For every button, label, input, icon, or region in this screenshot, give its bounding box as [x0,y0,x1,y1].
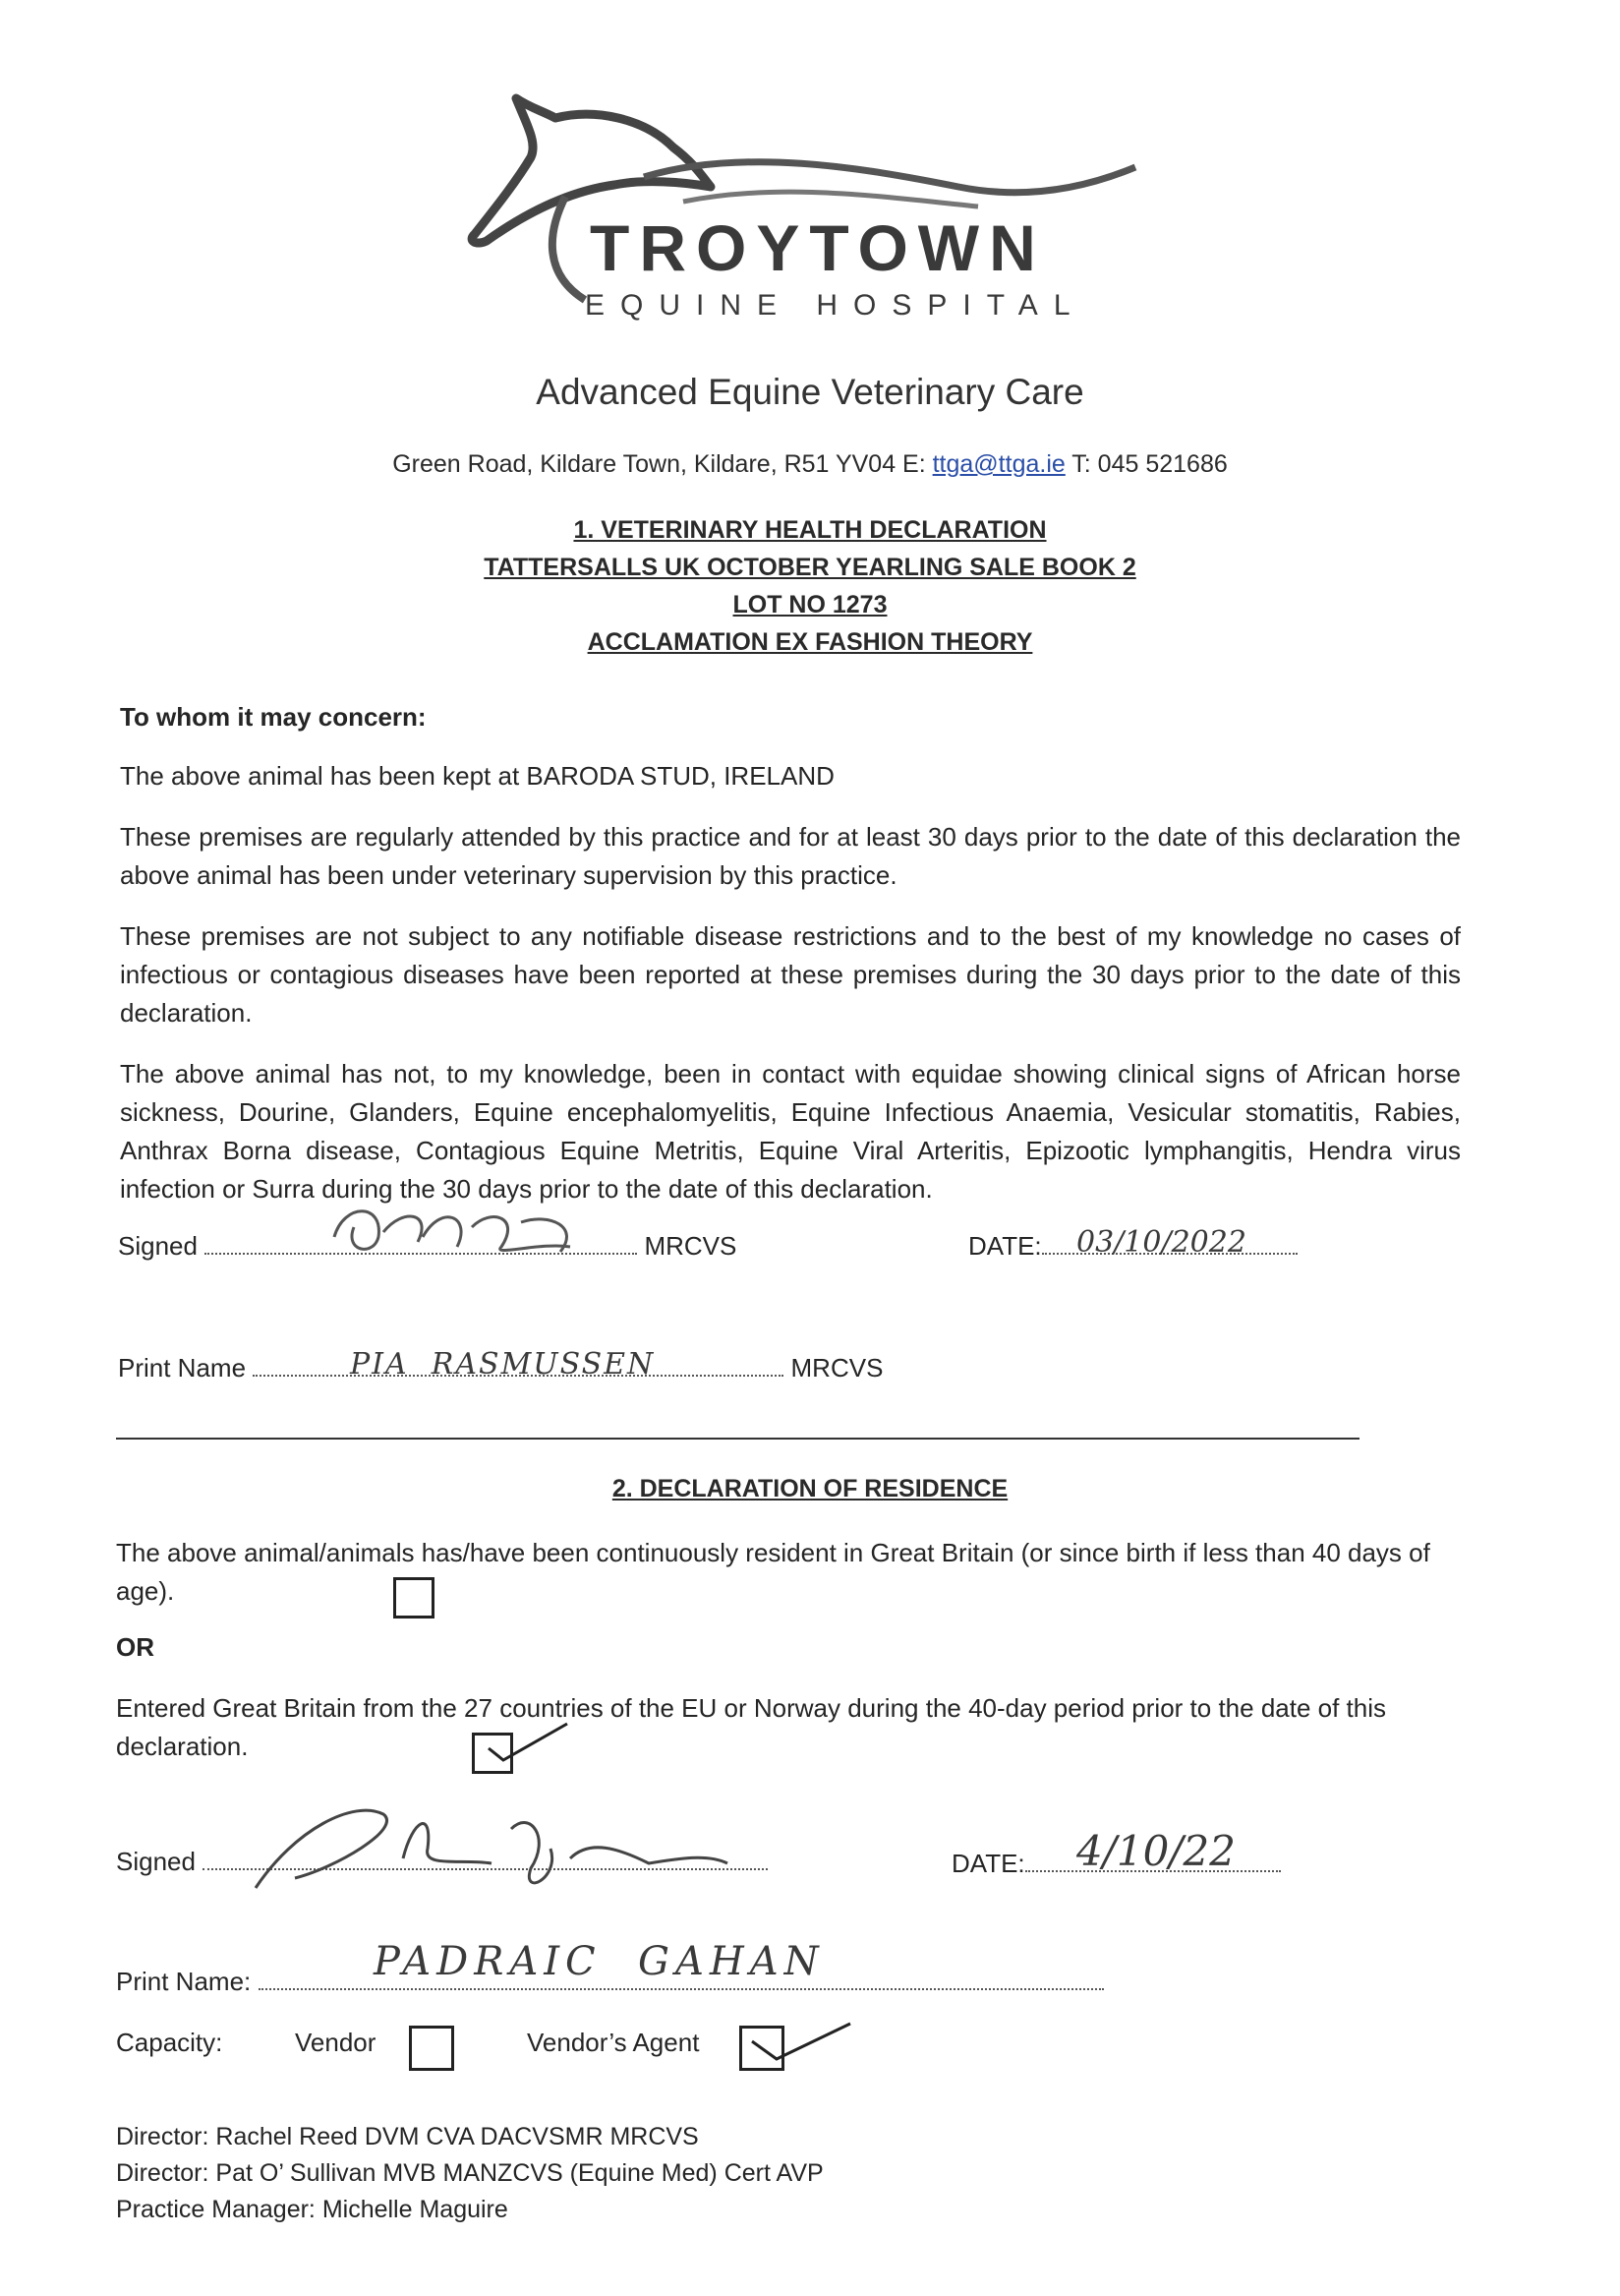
horse-title: ACCLAMATION EX FASHION THEORY [587,628,1033,656]
salutation: To whom it may concern: [120,702,427,732]
print-name-value-2: PADRAIC GAHAN [374,1939,825,1984]
footer-practice-manager: Practice Manager: Michelle Maguire [116,2196,508,2223]
address-line [0,450,1620,479]
signature-scribble-1 [324,1198,639,1266]
email-link[interactable]: ttga@ttga.ie [932,450,1066,478]
paragraph-supervision: These premises are regularly attended by this practice and for at least 30 days prior to the date of this declaration the above animal has been under veterinary supervision by this practice. [120,822,1461,890]
mrcvs-label: MRCVS [644,1231,737,1261]
section1-title: 1. VETERINARY HEALTH DECLARATION [573,516,1047,544]
vendor-label: Vendor [295,2028,376,2057]
vendor-agent-label: Vendor’s Agent [527,2028,700,2057]
tick-icon [484,1719,572,1768]
sale-title: TATTERSALLS UK OCTOBER YEARLING SALE BOOK 2 [484,554,1136,581]
capacity-label: Capacity: [116,2028,223,2057]
section2-title: 2. DECLARATION OF RESIDENCE [611,1475,1009,1502]
phone-text: T: 045 521686 [1065,450,1228,478]
checkbox-resident[interactable] [393,1577,434,1619]
section-divider [116,1438,1360,1440]
tagline: Advanced Equine Veterinary Care [536,372,1084,412]
print-name-label: Print Name [118,1353,247,1383]
residence-option-1: The above animal/animals has/have been continuously resident in Great Britain (or since birth if less than 40 days of age). [116,1538,1430,1606]
or-label: OR [116,1632,154,1662]
print-name-value-1: PIA RASMUSSEN [350,1347,656,1382]
date-value-2: 4/10/22 [1076,1827,1236,1875]
residence-option-2: Entered Great Britain from the 27 countries of the EU or Norway during the 40-day period prior to the date of this declaration. [116,1693,1387,1761]
signed-label: Signed [118,1231,198,1261]
logo-name: TROYTOWN [590,211,1046,284]
print-name-label-2: Print Name: [116,1967,252,1996]
section1-titles [0,511,1620,661]
date-value-1: 03/10/2022 [1076,1225,1246,1260]
signed-label-2: Signed [116,1847,196,1876]
checkbox-vendor[interactable] [409,2026,454,2071]
paragraph-contact: The above animal has not, to my knowledge, been in contact with equidae showing clinical signs of African horse sickness, Dourine, Glanders, Equine encephalomyelitis, Equine Infectious Anaemia, Vesicular stomatitis, Rabies, Anthrax Borna disease, Contagious Equine Metritis, Equine Viral Arteritis, Epizootic lymphangitis, Hendra virus infection or Surra during the 30 days prior to the date of this declaration. [120,1059,1461,1204]
date-label-2: DATE: [952,1849,1025,1878]
paragraph-premises: The above animal has been kept at BARODA STUD, IRELAND [120,761,835,791]
date-label: DATE: [968,1231,1042,1261]
footer-director-1: Director: Rachel Reed DVM CVA DACVSMR MRCVS [116,2123,699,2150]
troytown-horse-logo [447,88,1155,344]
logo-subtitle: EQUINE HOSPITAL [585,289,1086,322]
lot-title: LOT NO 1273 [732,591,888,618]
paragraph-restrictions: These premises are not subject to any notifiable disease restrictions and to the best of my knowledge no cases of infectious or contagious diseases have been reported at these premises during the 30 days prior to the date of this declaration. [120,921,1461,1028]
print-name-line-2[interactable] [259,1984,1104,1990]
address-text: Green Road, Kildare Town, Kildare, R51 YV04 E: [392,450,933,478]
tick-icon-2 [747,2012,855,2071]
footer-director-2: Director: Pat O’ Sullivan MVB MANZCVS (Equine Med) Cert AVP [116,2159,824,2187]
footer-directors [116,2119,824,2228]
signature-scribble-2 [236,1790,747,1908]
mrcvs-label-2: MRCVS [790,1353,884,1383]
